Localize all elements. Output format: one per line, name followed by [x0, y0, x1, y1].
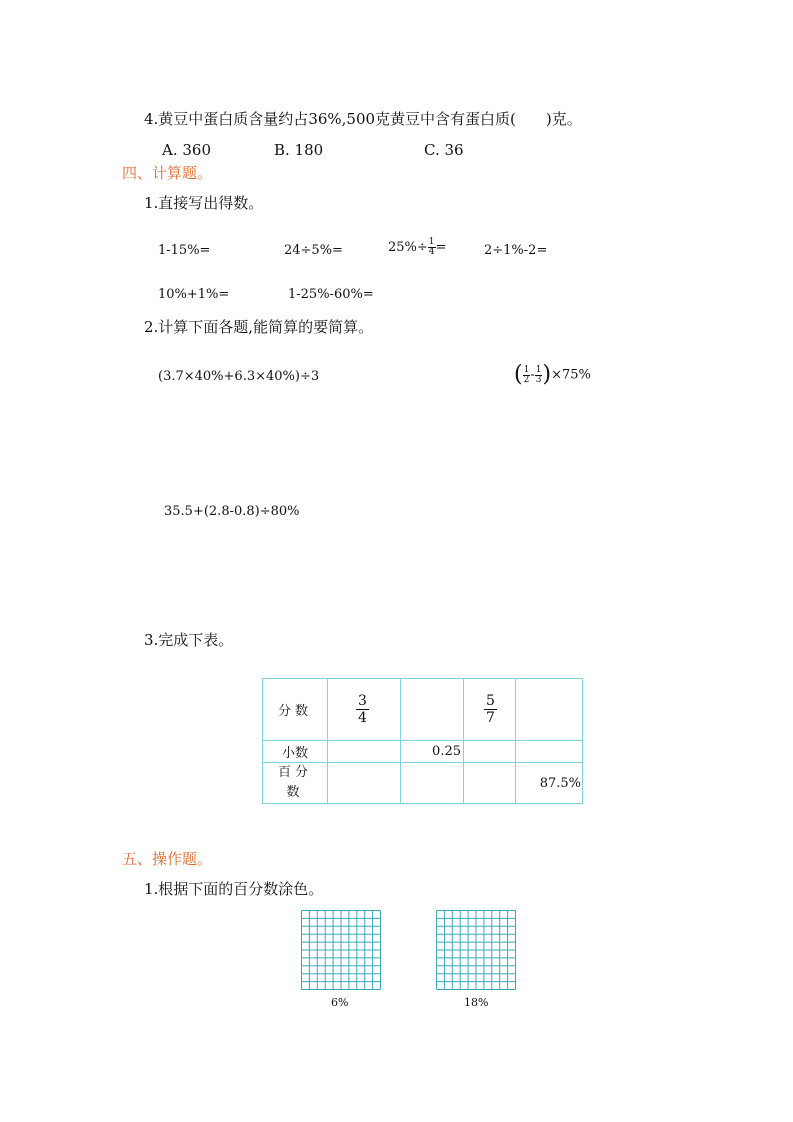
fraction-denominator: 7	[486, 710, 495, 726]
cell-blank[interactable]	[516, 741, 583, 763]
question-4-stem: 4.黄豆中蛋白质含量约占36%,500克黄豆中含有蛋白质( )克。	[144, 110, 582, 128]
table-row-percent	[263, 763, 583, 804]
cell-blank[interactable]	[401, 679, 464, 741]
fraction-denominator: 2	[523, 374, 530, 385]
expression-1: (3.7×40%+6.3×40%)÷3	[158, 369, 320, 384]
calc-q1-title: 1.直接写出得数。	[144, 194, 264, 212]
fraction-numerator: 1	[523, 364, 530, 375]
row-label-fraction: 分数	[263, 679, 328, 741]
calc-q2-title: 2.计算下面各题,能简算的要简算。	[144, 318, 374, 336]
direct-item-1: 1-15%=	[158, 243, 211, 258]
fraction-one-quarter	[428, 238, 436, 257]
direct-item-4: 2÷1%-2=	[484, 243, 548, 258]
fraction-numerator: 5	[486, 693, 495, 709]
row-label-decimal: 小数	[263, 741, 328, 763]
table-row-fraction	[263, 679, 583, 741]
fraction-denominator: 3	[535, 374, 542, 385]
minus-sign: -	[530, 367, 535, 383]
grid-1-label: 6%	[331, 996, 349, 1009]
cell-blank[interactable]	[328, 741, 401, 763]
option-a: A. 360	[162, 141, 211, 159]
row-label-percent: 百分数	[263, 763, 328, 804]
cell-blank[interactable]	[464, 741, 516, 763]
grid-2-label: 18%	[464, 996, 489, 1009]
fraction-numerator: 1	[428, 237, 435, 247]
expression-3: 35.5+(2.8-0.8)÷80%	[164, 504, 300, 519]
direct-item-5: 10%+1%=	[158, 287, 230, 302]
cell-decimal-025: 0.25	[401, 741, 464, 763]
cell-frac-5-7	[464, 679, 516, 741]
cell-blank[interactable]	[516, 679, 583, 741]
option-b: B. 180	[274, 141, 324, 159]
direct-item-3-equals: =	[435, 240, 447, 255]
hundred-grid-1[interactable]	[301, 910, 381, 990]
expression-2-tail: ×75%	[551, 367, 591, 383]
direct-item-3	[388, 238, 446, 257]
cell-blank[interactable]	[401, 763, 464, 804]
right-paren: )	[542, 362, 552, 387]
fraction-numerator: 1	[535, 364, 542, 375]
direct-item-2: 24÷5%=	[284, 243, 343, 258]
section-4-title: 四、计算题。	[122, 164, 213, 182]
fraction-denominator: 4	[358, 710, 367, 726]
left-paren: (	[514, 362, 523, 387]
cell-frac-3-4	[328, 679, 401, 741]
calc-q3-title: 3.完成下表。	[144, 631, 234, 649]
conversion-table	[262, 678, 583, 804]
expression-2	[514, 364, 591, 386]
operation-q1-title: 1.根据下面的百分数涂色。	[144, 880, 324, 898]
cell-percent-875: 87.5%	[516, 763, 583, 804]
cell-blank[interactable]	[464, 763, 516, 804]
fraction-three-quarters	[356, 693, 369, 726]
cell-blank[interactable]	[328, 763, 401, 804]
fraction-numerator: 3	[358, 693, 367, 709]
direct-item-3-text: 25%÷	[388, 240, 428, 255]
table-row-decimal	[263, 741, 583, 763]
hundred-grid-2[interactable]	[436, 910, 516, 990]
fraction-denominator: 4	[428, 247, 435, 257]
direct-item-6: 1-25%-60%=	[288, 287, 374, 302]
option-c: C. 36	[424, 141, 464, 159]
fraction-five-sevenths	[484, 693, 497, 726]
section-5-title: 五、操作题。	[122, 850, 213, 868]
